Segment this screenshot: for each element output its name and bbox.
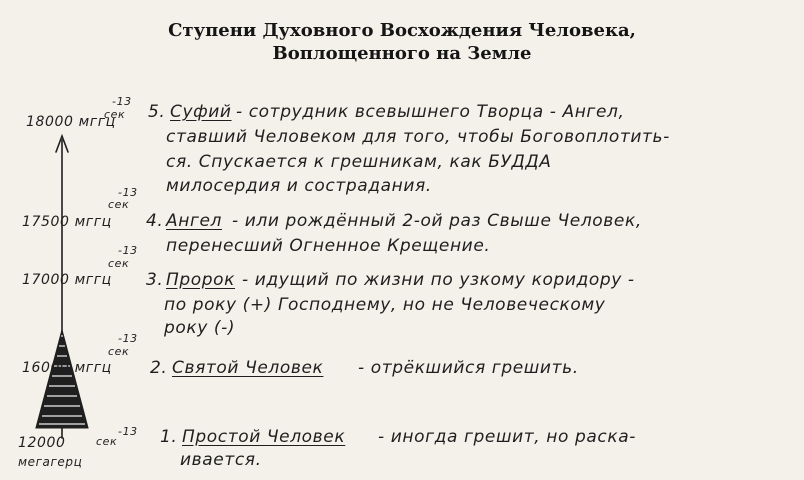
step-4-line-1: - или рождённый 2-ой раз Свыше Человек,: [232, 211, 642, 231]
freq-level-17500: 17500 мггц: [22, 214, 112, 230]
step-4-name: Ангел: [166, 211, 223, 231]
step-5-name: Суфий: [170, 102, 232, 122]
step-2-number: 2.: [150, 358, 168, 378]
step-1-number: 1.: [160, 427, 178, 447]
base-cone: [36, 330, 88, 428]
step-1-line-2: ивается.: [180, 450, 262, 470]
sec-label: сек: [104, 108, 126, 121]
sec-label: сек: [108, 345, 130, 358]
exponent-label: -13: [118, 186, 138, 199]
title-line-2: Воплощенного на Земле: [272, 43, 532, 64]
step-5-line-4: милосердия и сострадания.: [166, 176, 432, 196]
step-4-number: 4.: [146, 211, 164, 231]
freq-level-18000: 18000 мггц: [26, 114, 116, 130]
step-2-line-1: - отрёкшийся грешить.: [358, 358, 579, 378]
step-3-number: 3.: [146, 270, 164, 290]
step-3-line-1: - идущий по жизни по узкому коридору -: [242, 270, 635, 290]
step-3-line-2: по року (+) Господнему, но не Человеческому: [164, 295, 606, 315]
step-5-line-2: ставший Человеком для того, чтобы Боговоплотить-: [166, 127, 670, 147]
step-4-line-2: перенесший Огненное Крещение.: [166, 236, 491, 256]
sec-label: сек: [96, 435, 118, 448]
sec-label: сек: [108, 198, 130, 211]
exponent-label: -13: [118, 244, 138, 257]
step-1-line-1: - иногда грешит, но раска-: [378, 427, 636, 447]
freq-level-17000: 17000 мггц: [22, 272, 112, 288]
freq-level-12000: 12000: [18, 435, 66, 451]
exponent-label: -13: [118, 425, 138, 438]
freq-unit-megahertz: мегагерц: [18, 455, 83, 469]
step-5-number: 5.: [148, 102, 166, 122]
sec-label: сек: [108, 257, 130, 270]
title-line-1: Ступени Духовного Восхождения Человека,: [168, 20, 636, 41]
step-3-line-3: року (-): [164, 318, 236, 338]
step-5-line-3: ся. Спускается к грешникам, как БУДДА: [166, 152, 552, 172]
step-3-name: Пророк: [166, 270, 236, 290]
step-5-line-1: - сотрудник всевышнего Творца - Ангел,: [236, 102, 625, 122]
step-1-name: Простой Человек: [182, 427, 346, 447]
exponent-label: -13: [112, 95, 132, 108]
step-2-name: Святой Человек: [172, 358, 324, 378]
exponent-label: -13: [118, 332, 138, 345]
freq-level-16000: 16000 мггц: [22, 360, 112, 376]
